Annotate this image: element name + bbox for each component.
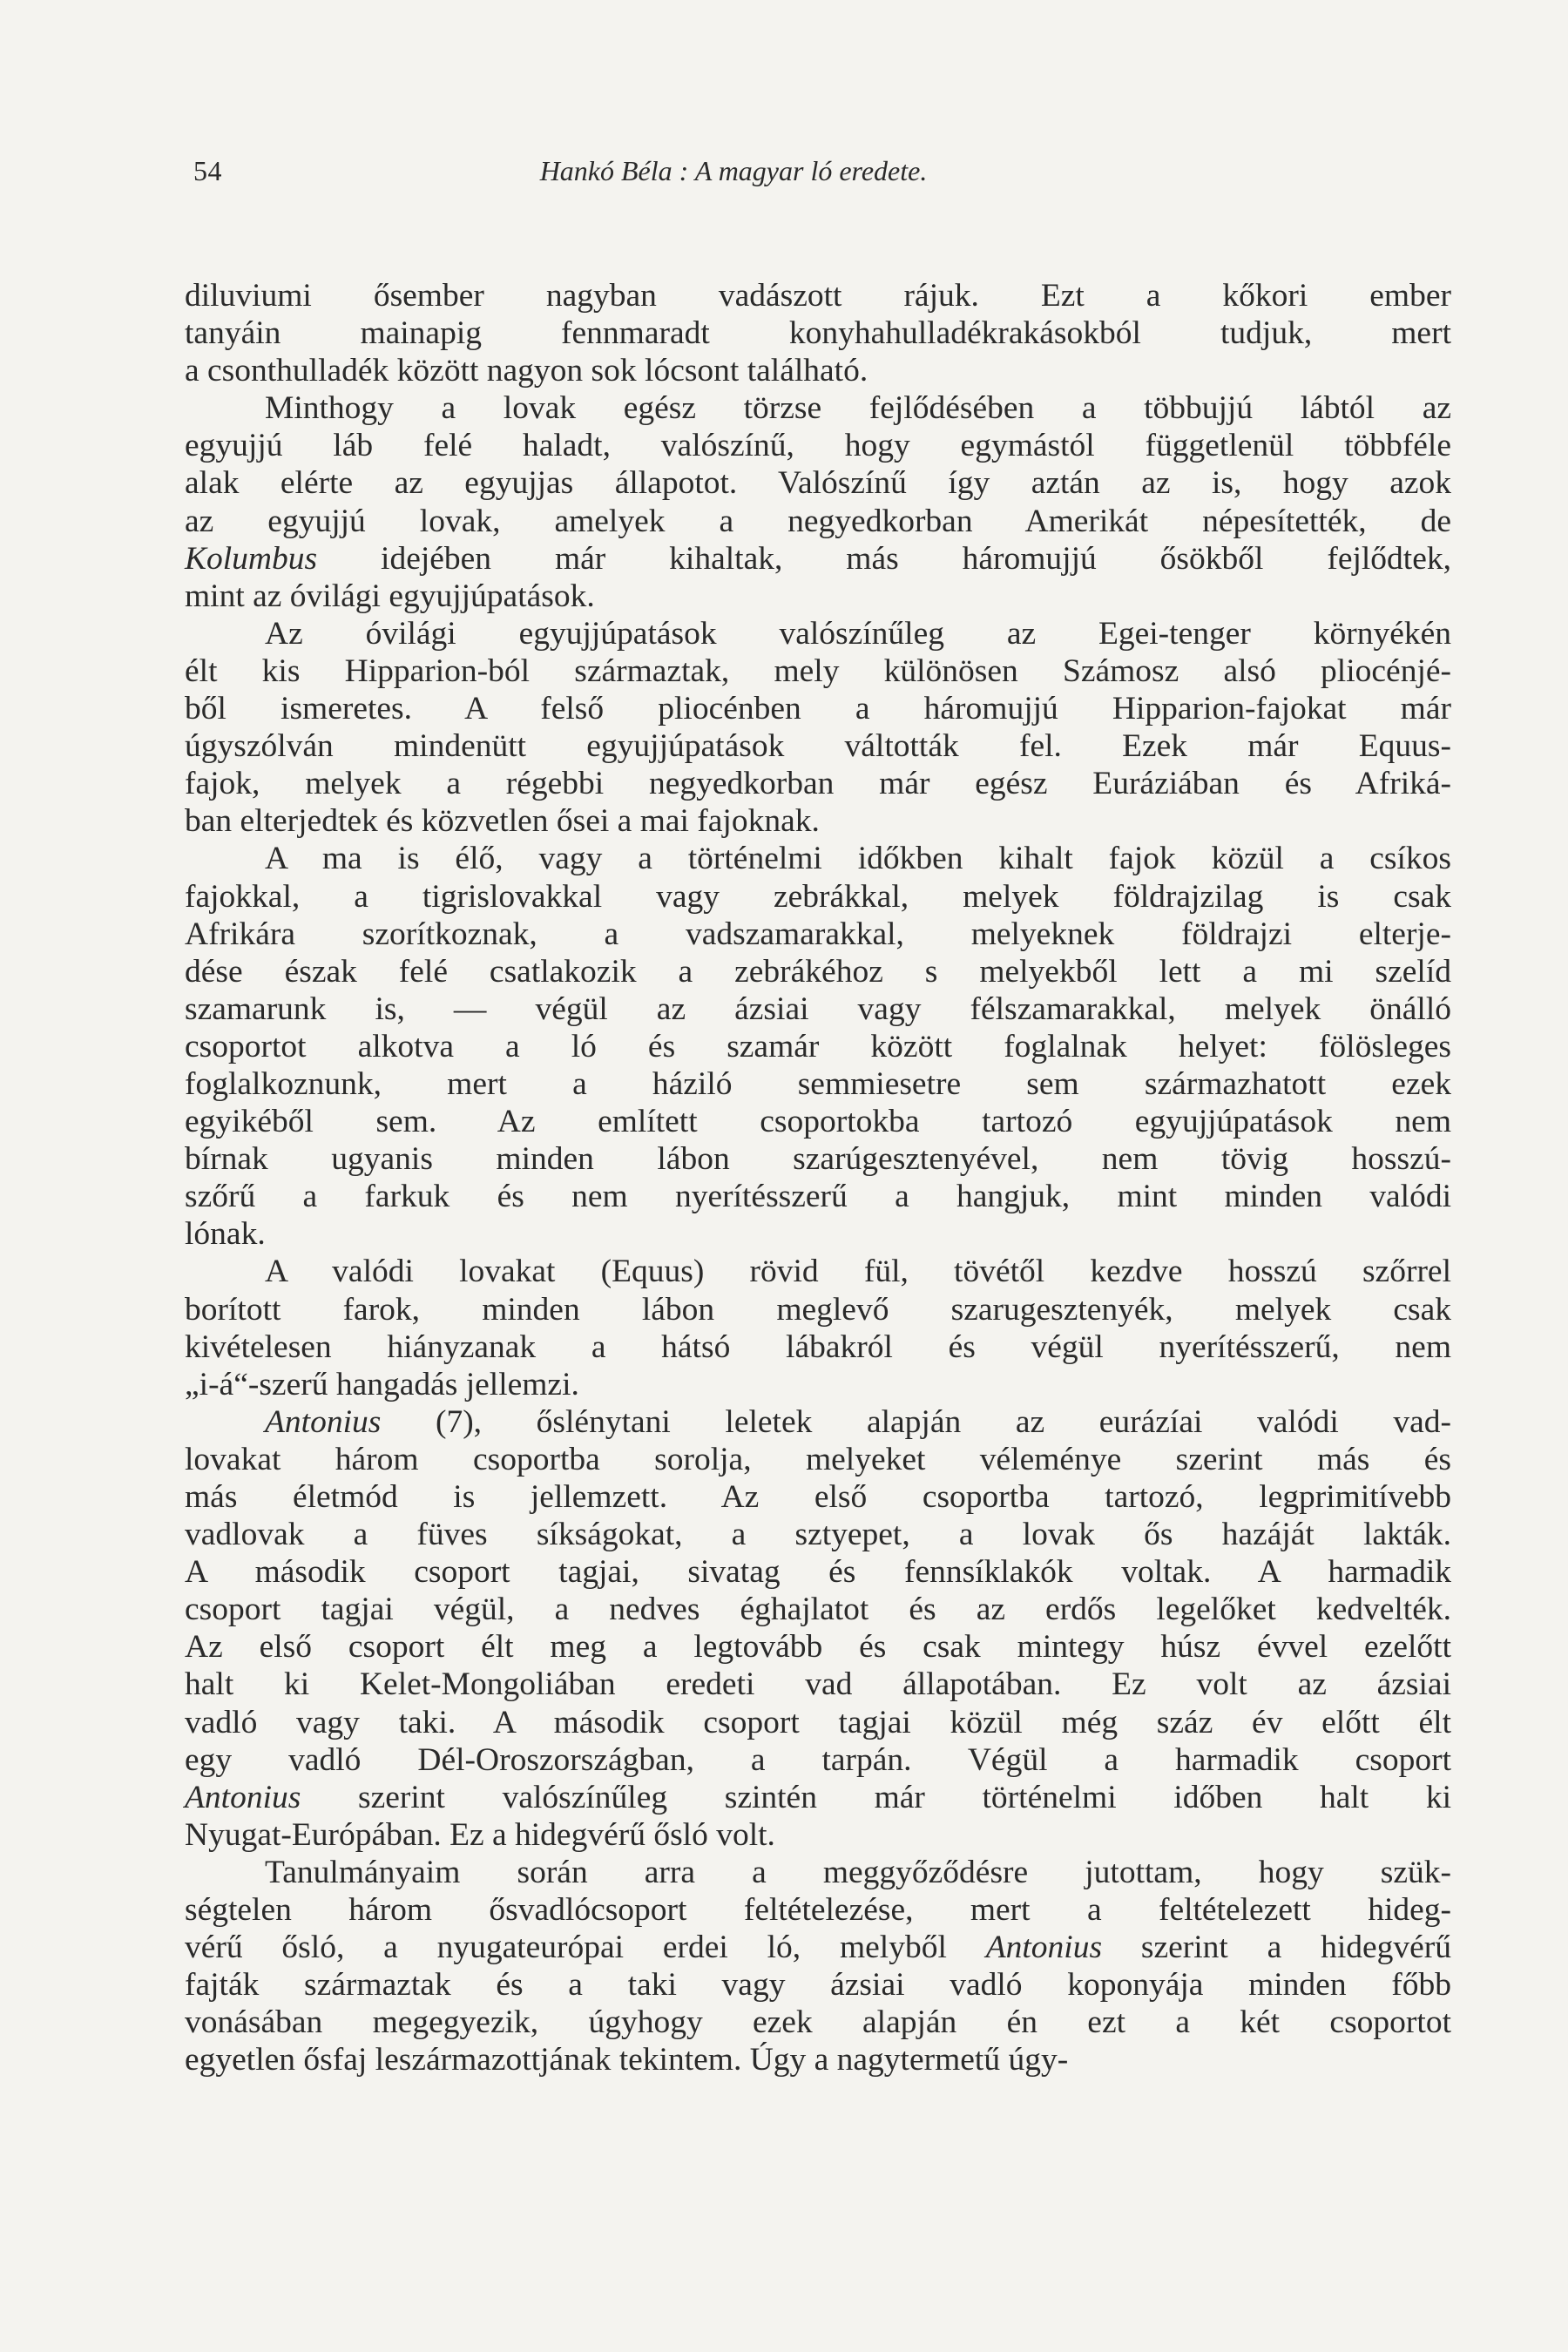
text-line: mint az óvilági egyujjúpatások. (185, 578, 595, 614)
page-header (193, 155, 1448, 197)
paragraph (185, 840, 1451, 1253)
text-line: egyujjú láb felé haladt, valószínű, hogy egymástól függetlenül többféle (185, 428, 1451, 464)
text-line: bírnak ugyanis minden lábon szarúgesztenyével, nem tövig hosszú- (185, 1141, 1451, 1178)
text-line: lónak. (185, 1216, 266, 1253)
text-line: fajokkal, a tigrislovakkal vagy zebrákkal, melyek földrajzilag is csak (185, 878, 1451, 915)
text-line: dése észak felé csatlakozik a zebrákéhoz s melyekből lett a mi szelíd (185, 953, 1451, 990)
text-line: Kolumbus idejében már kihaltak, más háromujjú ősökből fejlődtek, (185, 540, 1451, 577)
text-line: vonásában megegyezik, úgyhogy ezek alapján én ezt a két csoportot (185, 2004, 1451, 2041)
text-line: halt ki Kelet-Mongoliában eredeti vad állapotában. Ez volt az ázsiai (185, 1666, 1451, 1703)
paragraph (185, 1253, 1451, 1402)
running-head: Hankó Béla : A magyar ló eredete. (539, 155, 928, 186)
text-line: Antonius szerint valószínűleg szintén már történelmi időben halt ki (185, 1779, 1451, 1815)
text-line: egy vadló Dél-Oroszországban, a tarpán. Végül a harmadik csoport (185, 1741, 1451, 1778)
text-line: Az első csoport élt meg a legtovább és csak mintegy húsz évvel ezelőtt (185, 1629, 1451, 1666)
text-line: egyikéből sem. Az említett csoportokba tartozó egyujjúpatások nem (185, 1104, 1451, 1140)
paragraph (185, 615, 1451, 841)
text-line: az egyujjú lovak, amelyek a negyedkorban Amerikát népesítették, de (185, 503, 1451, 539)
text-line: vérű ősló, a nyugateurópai erdei ló, melyből Antonius szerint a hidegvérű (185, 1930, 1452, 1966)
text-line: diluviumi ősember nagyban vadászott rájuk. Ezt a kőkori ember (185, 278, 1451, 314)
page-number: 54 (193, 155, 222, 186)
text-line: Afrikára szorítkoznak, a vadszamarakkal, melyeknek földrajzi elterje- (185, 916, 1451, 952)
body-text (185, 277, 1451, 2079)
text-line: Antonius (7), őslénytani leletek alapján az eurázíai valódi vad- (265, 1403, 1451, 1440)
text-line: A második csoport tagjai, sivatag és fennsíklakók voltak. A harmadik (185, 1554, 1451, 1591)
text-line: csoportot alkotva a ló és szamár között foglalnak helyet: fölösleges (185, 1028, 1451, 1064)
paragraph (185, 1854, 1451, 2079)
text-line: egyetlen ősfaj leszármazottjának tekintem. Úgy a nagytermetű úgy- (185, 2042, 1069, 2078)
text-line: Tanulmányaim során arra a meggyőződésre jutottam, hogy szük- (265, 1854, 1451, 1890)
text-line: fajok, melyek a régebbi negyedkorban már egész Euráziában és Afriká- (185, 766, 1451, 802)
text-line: alak elérte az egyujjas állapotot. Valószínű így aztán az is, hogy azok (185, 465, 1451, 502)
text-line: ségtelen három ősvadlócsoport feltételezése, mert a feltételezett hideg- (185, 1892, 1451, 1929)
text-line: Az óvilági egyujjúpatások valószínűleg az Egei-tenger környékén (265, 615, 1451, 652)
text-line: „i-á“-szerű hangadás jellemzi. (185, 1366, 579, 1402)
text-line: tanyáin mainapig fennmaradt konyhahulladékrakásokból tudjuk, mert (185, 315, 1451, 352)
text-line: foglalkoznunk, mert a háziló semmiesetre sem származhatott ezek (185, 1065, 1451, 1102)
text-line: borított farok, minden lábon meglevő szarugesztenyék, melyek csak (185, 1291, 1451, 1328)
text-line: A valódi lovakat (Equus) rövid fül, tövétől kezdve hosszú szőrrel (265, 1254, 1451, 1290)
text-line: ből ismeretes. A felső pliocénben a háromujjú Hipparion-fajokat már (185, 691, 1451, 727)
text-line: úgyszólván mindenütt egyujjúpatások váltották fel. Ezek már Equus- (185, 728, 1451, 765)
text-line: ban elterjedtek és közvetlen ősei a mai fajoknak. (185, 803, 820, 840)
paragraph (185, 389, 1451, 615)
text-line: vadló vagy taki. A második csoport tagjai közül még száz év előtt élt (185, 1704, 1451, 1740)
paragraph (185, 1403, 1451, 1854)
text-line: csoport tagjai végül, a nedves éghajlatot és az erdős legelőket kedvelték. (185, 1592, 1451, 1628)
text-line: élt kis Hipparion-ból származtak, mely különösen Számosz alsó pliocénjé- (185, 652, 1451, 689)
text-line: a csonthulladék között nagyon sok lócsont található. (185, 353, 868, 389)
text-line: Nyugat-Európában. Ez a hidegvérű ősló volt. (185, 1816, 775, 1853)
text-line: fajták származtak és a taki vagy ázsiai vadló koponyája minden főbb (185, 1967, 1451, 2004)
text-line: kivételesen hiányzanak a hátsó lábakról és végül nyerítésszerű, nem (185, 1328, 1451, 1365)
text-line: szamarunk is, — végül az ázsiai vagy félszamarakkal, melyek önálló (185, 990, 1451, 1027)
text-line: Minthogy a lovak egész törzse fejlődésében a többujjú lábtól az (265, 390, 1451, 427)
text-line: vadlovak a füves síkságokat, a sztyepet, a lovak ős hazáját lakták. (185, 1517, 1451, 1553)
paragraph (185, 277, 1451, 389)
text-line: A ma is élő, vagy a történelmi időkben kihalt fajok közül a csíkos (265, 841, 1451, 877)
text-line: más életmód is jellemzett. Az első csoportba tartozó, legprimitívebb (185, 1479, 1451, 1515)
text-line: lovakat három csoportba sorolja, melyeket véleménye szerint más és (185, 1441, 1451, 1477)
text-line: szőrű a farkuk és nem nyerítésszerű a hangjuk, mint minden valódi (185, 1179, 1451, 1215)
